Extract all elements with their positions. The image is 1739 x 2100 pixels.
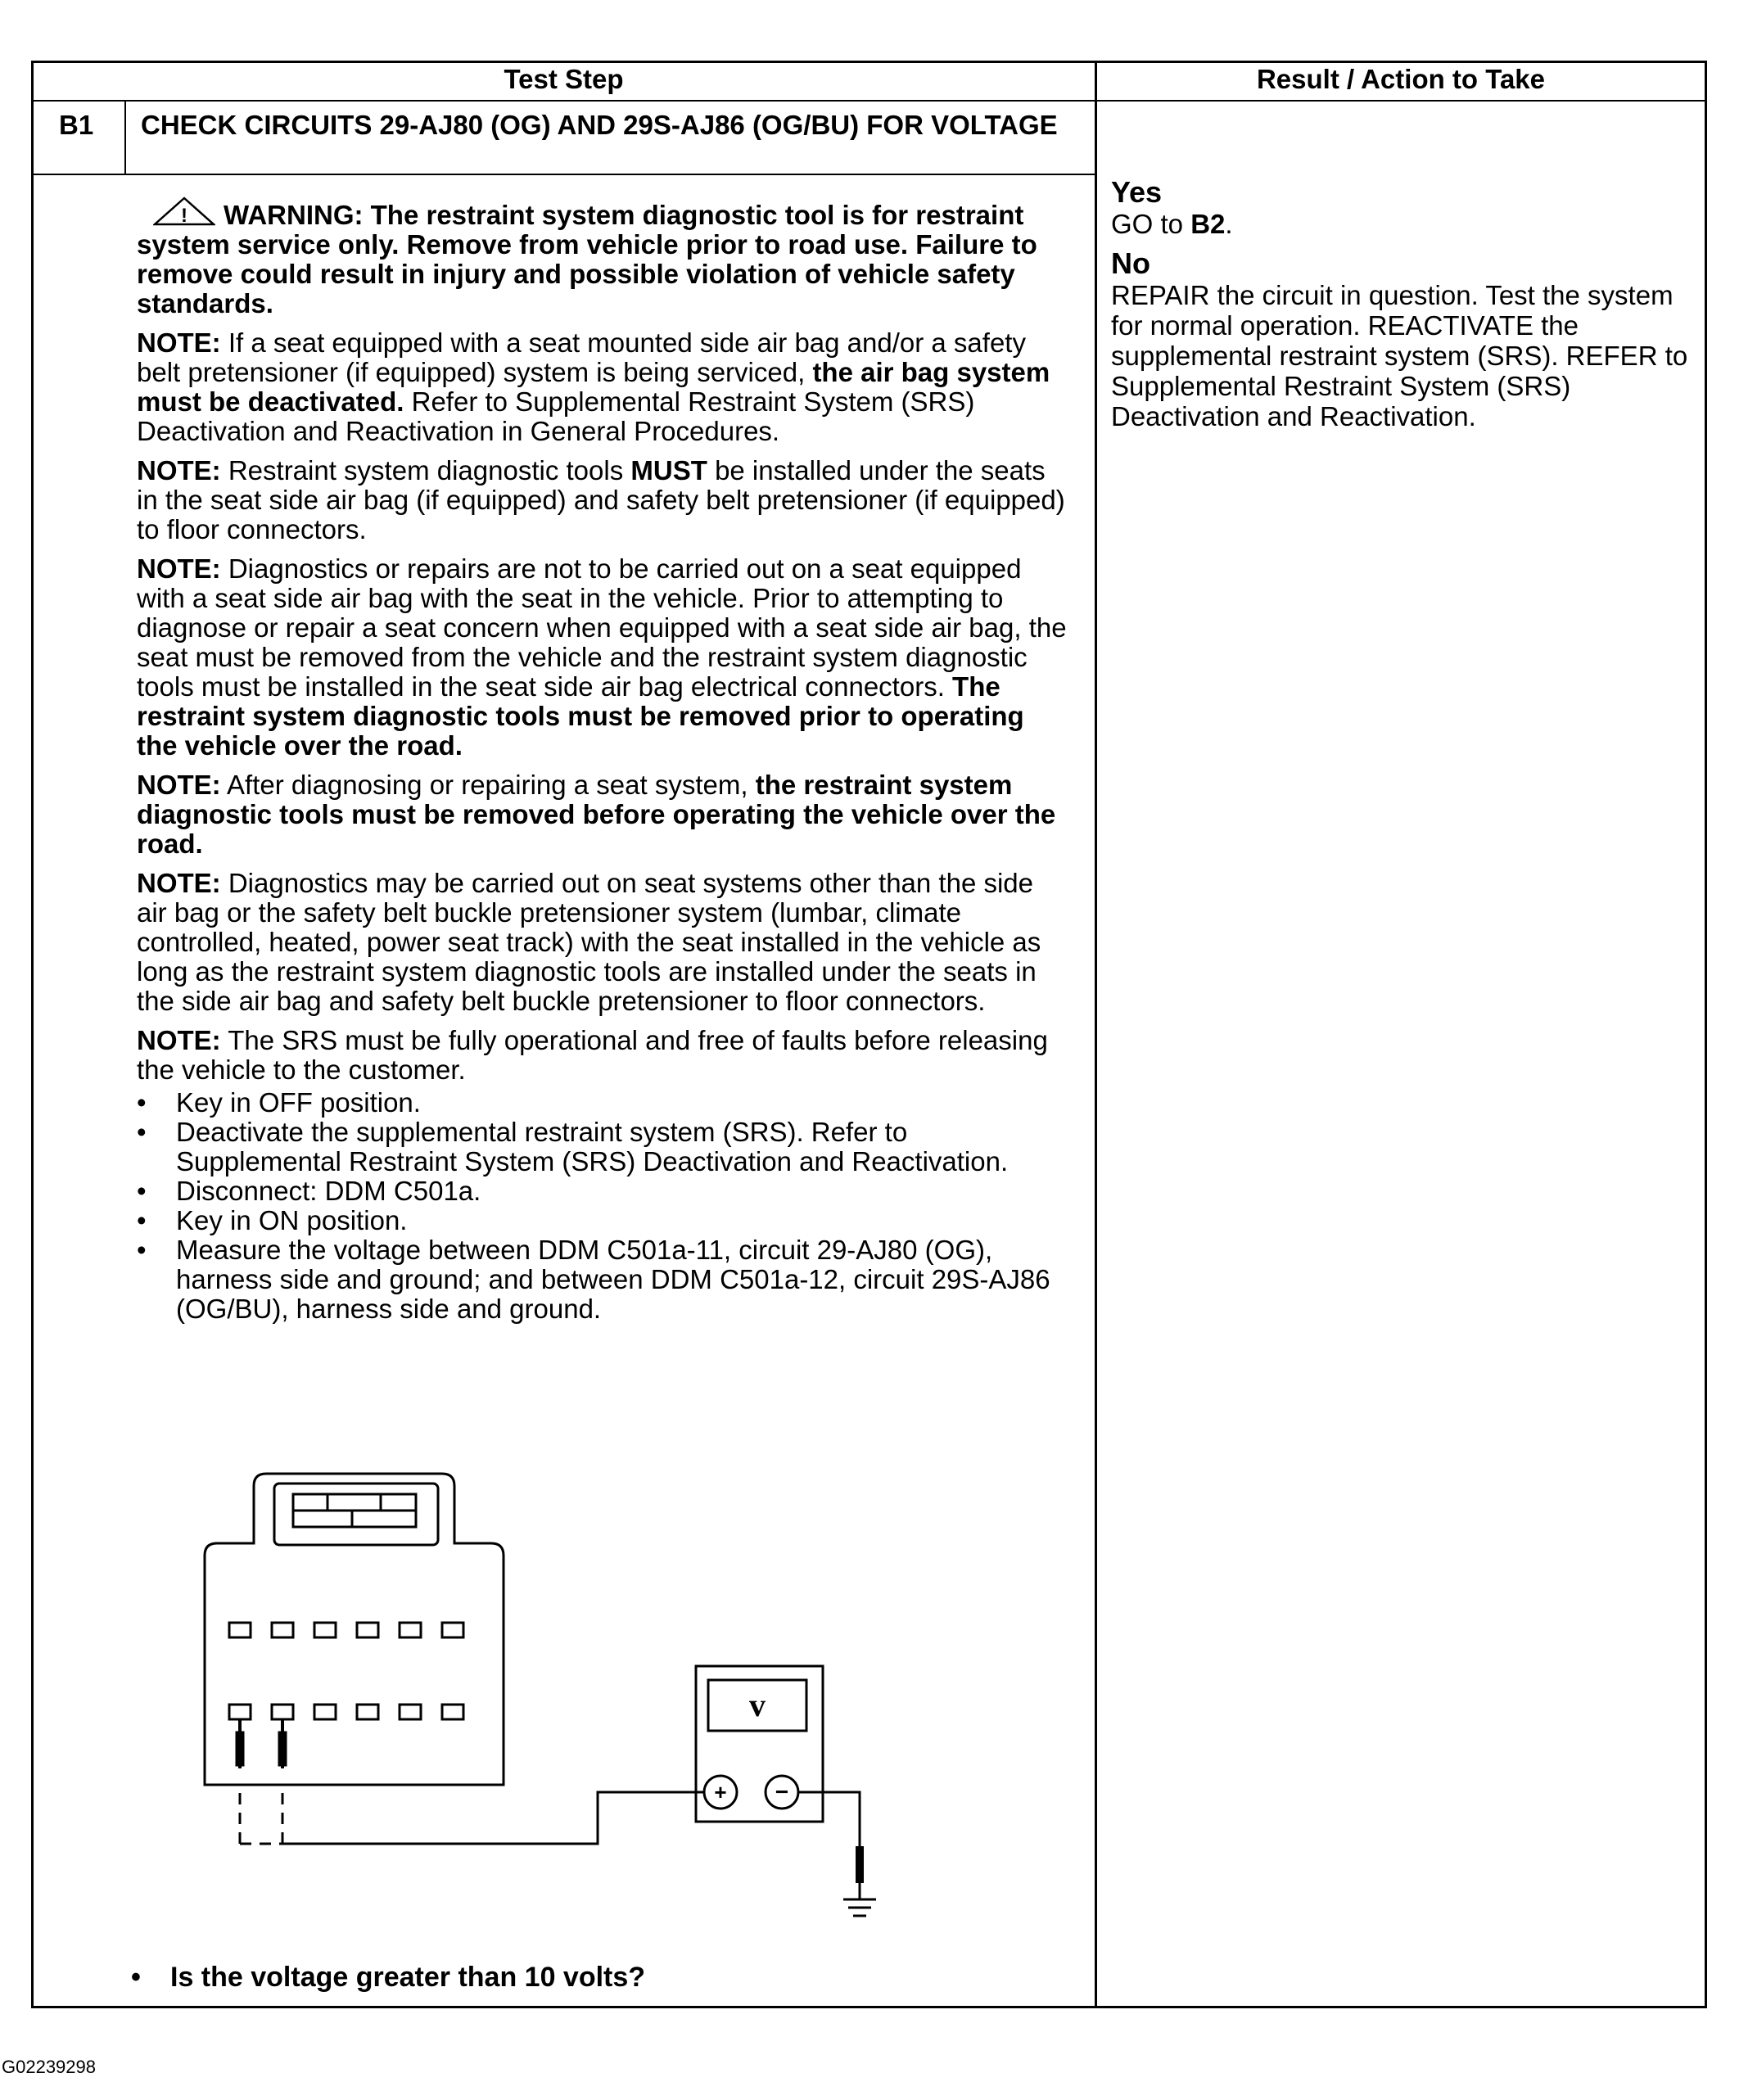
list-item: • Key in ON position.: [137, 1205, 408, 1235]
note-2-text-a: Restraint system diagnostic tools: [228, 455, 624, 485]
note-5-text: Diagnostics may be carried out on seat systems other than the side air bag or the safety belt buckle pretensioner system (lumbar, climate controlled, heated, power seat track) with the seat installed in the vehicle as long as the restraint system diagnostic tools are installed under the seats in the side air bag and safety belt buckle pretensioner to floor connectors.: [137, 868, 1041, 1016]
no-label: No: [1111, 246, 1150, 280]
note-6-text: The SRS must be fully operational and free of faults before releasing the vehicle to the customer.: [137, 1025, 1048, 1085]
yes-action: GO to B2.: [1111, 209, 1233, 239]
note-label: NOTE:: [137, 327, 221, 358]
result-panel: [1111, 176, 1709, 431]
warning-icon: [153, 196, 215, 224]
ground-probe: [856, 1846, 864, 1883]
connector-voltmeter-diagram: [196, 1465, 917, 1924]
header-test-step: Test Step: [504, 64, 624, 94]
list-item: • Deactivate the supplemental restraint system (SRS). Refer to Supplemental Restraint System (SRS) Deactivation and Reactivation.: [137, 1117, 1009, 1176]
plus-sign: +: [714, 1780, 727, 1804]
terminal: [314, 1623, 336, 1637]
note-6: [137, 1026, 1070, 1085]
bullet: •: [137, 1087, 147, 1118]
terminal: [357, 1705, 378, 1719]
note-3: [137, 554, 1070, 761]
column-divider: [1095, 61, 1097, 2008]
note-1-text-c: Refer to Supplemental Restraint System (SRS) Deactivation and Reactivation in General Procedures.: [137, 386, 975, 446]
terminal-12: [272, 1705, 293, 1719]
bullet: •: [137, 1205, 147, 1235]
step-title: CHECK CIRCUITS 29-AJ80 (OG) AND 29S-AJ86 (OG/BU) FOR VOLTAGE: [141, 110, 1058, 140]
note-1-text-a: If a seat equipped with a seat mounted side air bag and/or a safety belt pretensioner (if equipped) system is being serviced,: [137, 327, 1026, 387]
bullet: •: [137, 1235, 147, 1265]
voltmeter-label: v: [749, 1687, 766, 1723]
no-action: REPAIR the circuit in question. Test the system for normal operation. REACTIVATE the supplemental restraint system (SRS). REFER to Supplemental Restraint System (SRS) Deactivation and Reactivation.: [1111, 280, 1688, 431]
terminal: [357, 1623, 378, 1637]
note-5: [137, 869, 1070, 1016]
step-id: B1: [59, 110, 94, 140]
list-item: • Key in OFF position.: [137, 1087, 421, 1118]
ground-lead: [798, 1792, 860, 1899]
step-title-divider: [31, 174, 1095, 175]
procedure-steps: [137, 1088, 1070, 1324]
terminal: [442, 1705, 463, 1719]
bullet: •: [131, 1962, 141, 1993]
note-label: NOTE:: [137, 1025, 221, 1055]
bullet: •: [137, 1176, 147, 1206]
terminal: [229, 1623, 251, 1637]
bullet: •: [137, 1117, 147, 1147]
yes-label: Yes: [1111, 175, 1163, 209]
note-label: NOTE:: [137, 770, 221, 800]
list-item: • Disconnect: DDM C501a.: [137, 1176, 481, 1206]
question: • Is the voltage greater than 10 volts?: [131, 1962, 646, 1993]
note-3-text-b: The restraint system diagnostic tools must be removed prior to operating the vehicle over the road.: [137, 671, 1024, 761]
note-label: NOTE:: [137, 455, 221, 485]
note-1: [137, 328, 1070, 446]
test-step-body: [137, 196, 1070, 1324]
figure-code: G02239298: [2, 2057, 96, 2077]
table-border-top: [31, 61, 1707, 63]
note-4-text-b: the restraint system diagnostic tools must be removed before operating the vehicle over the road.: [137, 770, 1056, 859]
table-border-left: [31, 61, 34, 2008]
svg-text:!: !: [181, 205, 187, 226]
warning-text: WARNING: The restraint system diagnostic tool is for restraint system service only. Remove from vehicle prior to road use. Failure to remove could result in injury and possible violation of vehicle safety standards.: [137, 200, 1037, 318]
note-4: [137, 770, 1070, 859]
test-lead: [282, 1792, 704, 1844]
note-3-text-a: Diagnostics or repairs are not to be carried out on a seat equipped with a seat side air bag with the seat in the vehicle. Prior to attempting to diagnose or repair a seat concern when equipped with a seat side air bag, the seat must be removed from the vehicle and the restraint system diagnostic tools must be installed in the seat side air bag electrical connectors.: [137, 553, 1067, 702]
minus-sign: −: [775, 1779, 789, 1804]
terminal: [400, 1623, 421, 1637]
connector-latch: [274, 1484, 438, 1545]
header-result: Result / Action to Take: [1256, 64, 1546, 94]
note-label: NOTE:: [137, 868, 221, 898]
note-2-text-c: be installed under the seats in the seat side air bag (if equipped) and safety belt pretensioner (if equipped) to floor connectors.: [137, 455, 1065, 544]
note-2: [137, 456, 1070, 544]
list-item: • Measure the voltage between DDM C501a-11, circuit 29-AJ80 (OG), harness side and ground; and between DDM C501a-12, circuit 29S-AJ86 (OG/BU), harness side and ground.: [137, 1235, 1050, 1324]
terminal: [314, 1705, 336, 1719]
terminal: [442, 1623, 463, 1637]
note-1-text-b: the air bag system must be deactivated.: [137, 357, 1050, 417]
table-border-bottom: [31, 2006, 1707, 2008]
step-id-divider: [124, 100, 126, 175]
terminal-11: [229, 1705, 251, 1719]
note-2-text-b: MUST: [630, 455, 707, 485]
terminal: [400, 1705, 421, 1719]
terminal: [272, 1623, 293, 1637]
note-4-text-a: After diagnosing or repairing a seat system,: [227, 770, 748, 800]
note-label: NOTE:: [137, 553, 221, 584]
header-divider: [31, 100, 1707, 102]
warning-paragraph: [137, 196, 1070, 318]
